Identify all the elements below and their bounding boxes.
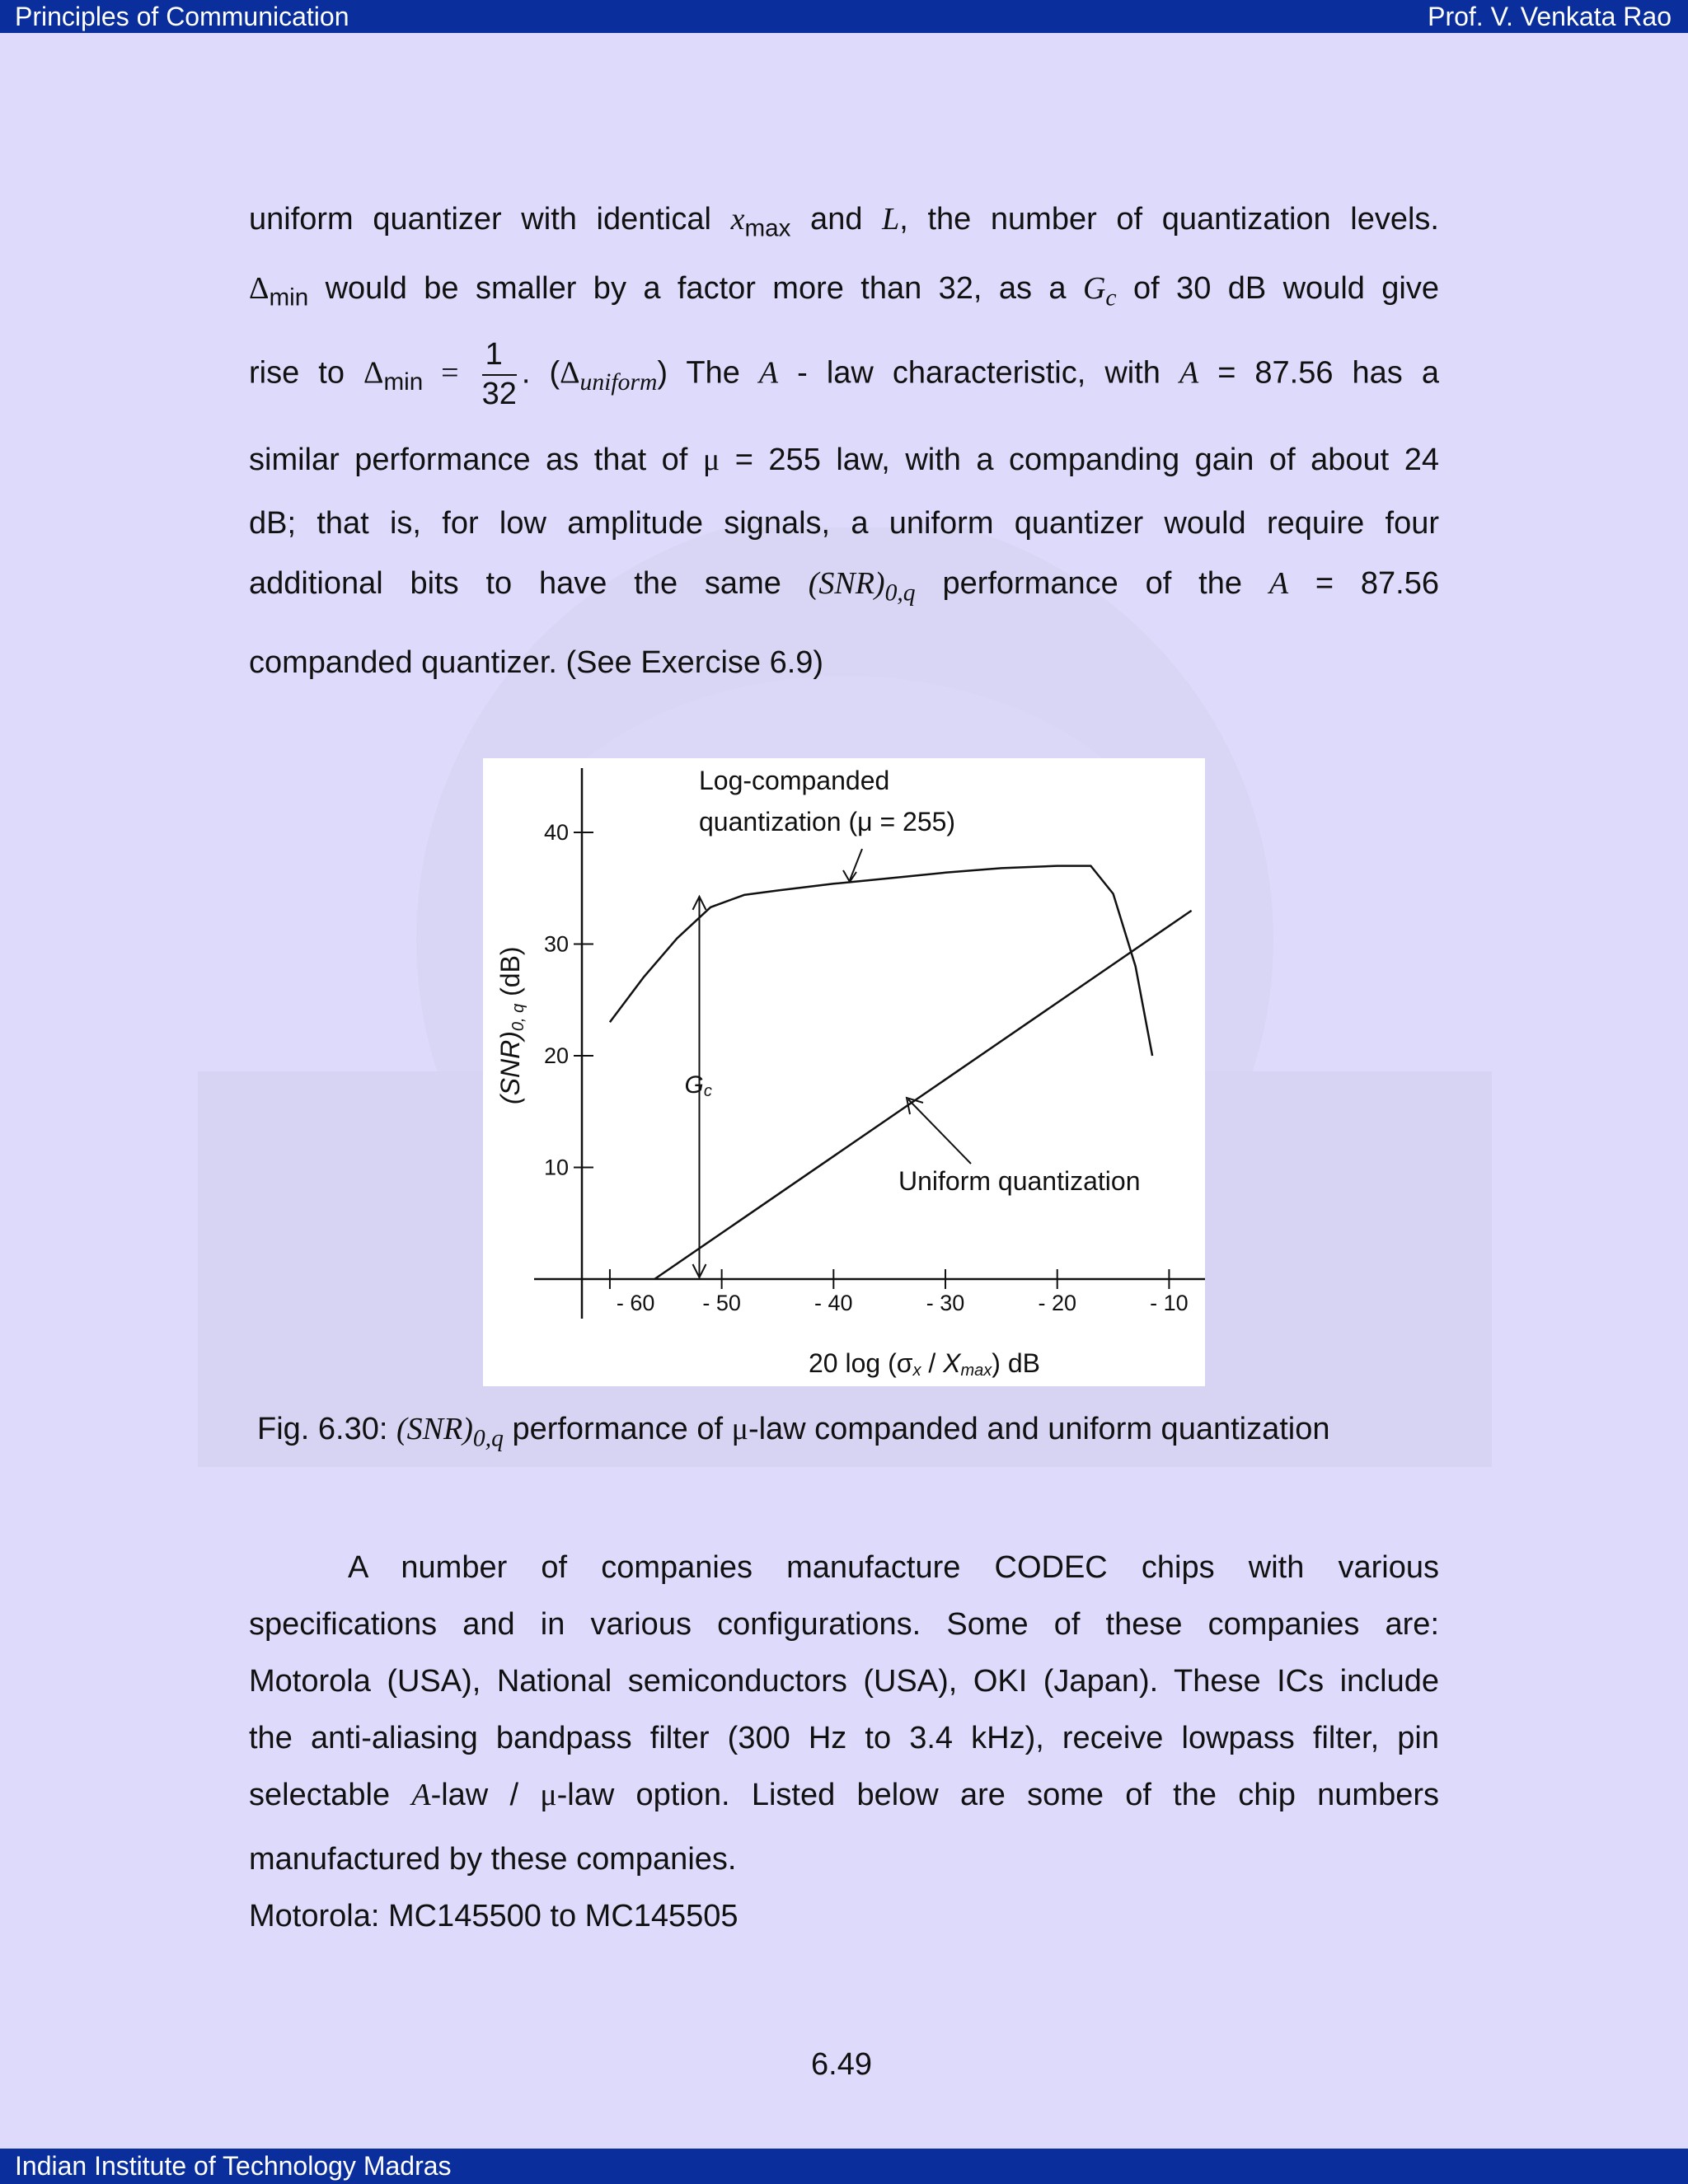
y-tick-label-20: 20 bbox=[543, 1043, 569, 1068]
paragraph2-line4: the anti-aliasing bandpass filter (300 Hz to 3.4 kHz), receive lowpass filter, pin bbox=[249, 1721, 1439, 1755]
paragraph1-line1: uniform quantizer with identical $x_{max}$ and L, the number of quantization levels. bbox=[249, 202, 1439, 242]
page-number: 6.49 bbox=[811, 2047, 872, 2082]
footer-institution: Indian Institute of Technology Madras bbox=[15, 2151, 452, 2181]
figure-caption: Fig. 6.30: $(SNR)_{0,q}$ performance of μ-law companded and uniform quantization bbox=[257, 1412, 1330, 1452]
paragraph1-line7: companded quantizer. (See Exercise 6.9) bbox=[249, 645, 824, 680]
x-tick-label--40: - 40 bbox=[814, 1291, 853, 1315]
paragraph1-line6: additional bits to have the same $(SNR)_{0,q}$ performance of the A = 87.56 bbox=[249, 566, 1439, 607]
uniform-quantization-label: Uniform quantization bbox=[898, 1166, 1141, 1196]
header-bar bbox=[0, 0, 1688, 33]
uniform-pointer bbox=[908, 1099, 971, 1164]
y-tick-label-30: 30 bbox=[543, 931, 569, 957]
header-course-title: Principles of Communication bbox=[15, 2, 349, 31]
uniform-quantization-line bbox=[654, 911, 1191, 1279]
x-tick-label--30: - 30 bbox=[926, 1291, 965, 1315]
paragraph2-line7: Motorola: MC145500 to MC145505 bbox=[249, 1899, 738, 1933]
paragraph2-line1: A number of companies manufacture CODEC chips with various bbox=[348, 1550, 1439, 1585]
y-axis-label: (SNR)0, q (dB) bbox=[495, 946, 528, 1104]
paragraph1-line2: $\Delta_{min}$ would be smaller by a factor more than 32, as a $G_c$ of 30 dB would give bbox=[249, 271, 1439, 312]
paragraph1-line4: similar performance as that of μ = 255 law, with a companding gain of about 24 bbox=[249, 443, 1439, 477]
y-tick-label-40: 40 bbox=[543, 820, 569, 845]
log-companded-label-line2: quantization (μ = 255) bbox=[699, 807, 956, 837]
y-tick-label-10: 10 bbox=[543, 1155, 569, 1180]
header-author: Prof. V. Venkata Rao bbox=[1428, 2, 1672, 31]
fraction-one-over-32: $\frac{1}{32}$ bbox=[481, 337, 517, 411]
x-tick-label--60: - 60 bbox=[616, 1291, 655, 1315]
paragraph2-line2: specifications and in various configurations. Some of these companies are: bbox=[249, 1607, 1439, 1642]
paragraph2-line6: manufactured by these companies. bbox=[249, 1842, 737, 1877]
snr-figure bbox=[483, 758, 1205, 1386]
gc-label: Gc bbox=[684, 1071, 712, 1100]
log-companded-label-line1: Log-companded bbox=[699, 766, 890, 795]
paragraph1-line5: dB; that is, for low amplitude signals, a uniform quantizer would require four bbox=[249, 506, 1439, 541]
x-axis-label: 20 log (σx / Xmax) dB bbox=[809, 1348, 1040, 1380]
x-tick-label--10: - 10 bbox=[1150, 1291, 1189, 1315]
paragraph2-line3: Motorola (USA), National semiconductors (USA), OKI (Japan). These ICs include bbox=[249, 1664, 1439, 1699]
paragraph2-line5: selectable A-law / μ-law option. Listed below are some of the chip numbers bbox=[249, 1778, 1439, 1812]
log-companded-curve bbox=[610, 866, 1152, 1056]
paragraph1-line3: rise to $\Delta_{min}$ = $\frac{1}{32}$ . $(\Delta_{uniform})$ The A - law characteristic, with A = 87.56 has a bbox=[249, 336, 1439, 413]
x-tick-label--50: - 50 bbox=[702, 1291, 741, 1315]
x-tick-label--20: - 20 bbox=[1038, 1291, 1076, 1315]
log-companded-pointer bbox=[850, 849, 862, 880]
snr-chart bbox=[483, 758, 1205, 1386]
footer-bar bbox=[0, 2149, 1688, 2184]
